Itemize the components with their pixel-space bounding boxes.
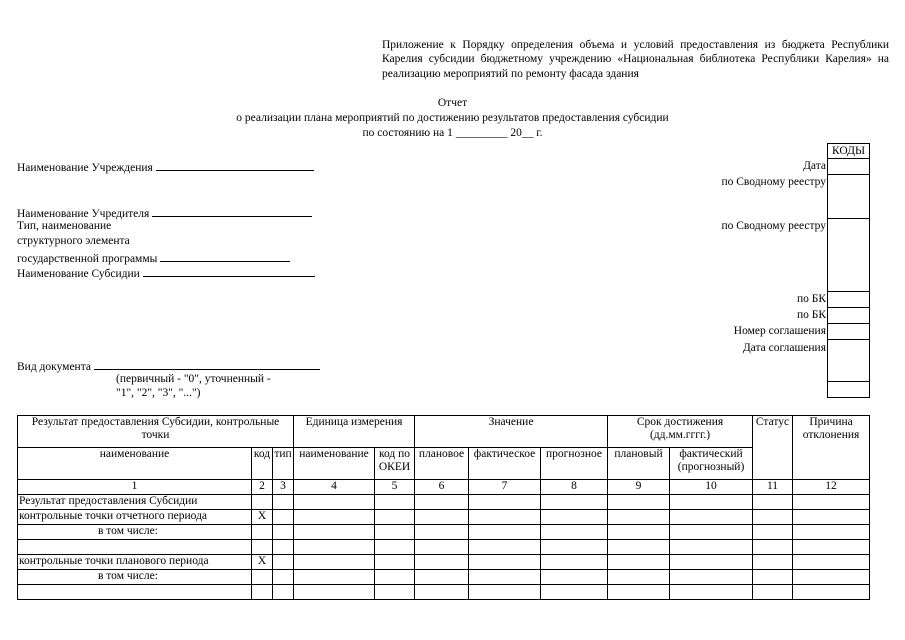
header-status: Статус [753,416,793,480]
agreement-date-cell[interactable] [828,339,869,381]
col-num: 3 [273,480,294,495]
row-label: в том числе: [18,525,252,540]
bk-label-1: по БК [796,293,826,305]
row-label: контрольные точки планового периода [18,555,252,570]
registry-label-2: по Сводному реестру [721,220,826,232]
doc-type-code-cell[interactable] [828,381,869,397]
col-num: 5 [375,480,415,495]
codes-column [827,143,870,398]
doc-type-hint-1: (первичный - "0", уточненный - [116,373,271,385]
program-type-label-2: структурного элемента [17,235,130,247]
doc-type-label: Вид документа [17,361,91,373]
subheader-fact: фактическое [469,448,541,480]
agreement-number-cell[interactable] [828,323,869,339]
subheader-type: тип [273,448,294,480]
report-subtitle: о реализации плана мероприятий по достижению результатов предоставления субсидии [236,112,669,124]
date-code-cell[interactable] [828,158,869,174]
program-type-label-3: государственной программы [17,253,158,265]
subheader-okei: код по ОКЕИ [375,448,415,480]
row-label: контрольные точки отчетного периода [18,510,252,525]
table-row [18,525,870,540]
col-num: 8 [541,480,608,495]
date-label: Дата [803,160,826,172]
appendix-note: Приложение к Порядку определения объема и условий предоставления из бюджета Республики Карелия субсидии бюджетному учреждению «Национальная библиотека Республики Карелия» на реализацию мероприятий по ремонту фасада здания [382,39,889,80]
table-row [18,555,870,570]
subheader-term-plan: плановый [608,448,670,480]
codes-header: КОДЫ [832,145,865,157]
subheader-term-fact: фактический (прогнозный) [670,448,753,480]
institution-label: Наименование Учреждения [17,162,153,174]
bk-code-cell-2[interactable] [828,307,869,323]
bk-code-cell-1[interactable] [828,291,869,307]
col-num: 12 [793,480,870,495]
row-label: в том числе: [18,570,252,585]
subsidy-field[interactable] [17,265,315,282]
table-row [18,495,870,510]
row-label: Результат предоставления Субсидии [18,495,252,510]
subheader-unit-name: наименование [294,448,375,480]
table-row [18,510,870,525]
doc-type-input-line[interactable] [94,358,320,370]
agreement-number-label: Номер соглашения [733,325,826,337]
registry-code-cell-1[interactable] [828,174,869,218]
table-row [18,540,870,555]
col-num: 1 [18,480,252,495]
program-type-label-1: Тип, наименование [17,220,112,232]
founder-label: Наименование Учредителя [17,208,150,220]
table-row [18,585,870,600]
report-title: Отчет [437,97,468,109]
col-num: 11 [753,480,793,495]
subsidy-input-line[interactable] [143,265,315,277]
doc-type-hint-2: "1", "2", "3", "...") [116,387,201,399]
registry-label-1: по Сводному реестру [721,176,826,188]
col-num: 6 [415,480,469,495]
founder-input-line[interactable] [152,205,312,217]
x-mark: X [252,510,273,525]
col-num: 4 [294,480,375,495]
col-num: 9 [608,480,670,495]
header-result: Результат предоставления Субсидии, контрольные точки [18,416,294,448]
column-numbers-row [18,480,870,495]
institution-field[interactable] [17,159,314,176]
subheader-name: наименование [18,448,252,480]
col-num: 7 [469,480,541,495]
header-value: Значение [415,416,608,448]
subheader-code: код [252,448,273,480]
subsidy-label: Наименование Субсидии [17,268,140,280]
subheader-forecast: прогнозное [541,448,608,480]
header-term: Срок достижения (дд.мм.гггг.) [608,416,753,448]
report-date-line: по состоянию на 1 _________ 20__ г. [362,127,543,139]
registry-code-cell-2[interactable] [828,218,869,291]
results-table [17,415,870,600]
bk-label-2: по БК [796,309,826,321]
col-num: 2 [252,480,273,495]
header-reason: Причина отклонения [793,416,870,480]
header-unit: Единица измерения [294,416,415,448]
agreement-date-label: Дата соглашения [742,342,826,354]
x-mark: X [252,555,273,570]
subheader-plan: плановое [415,448,469,480]
table-row [18,570,870,585]
program-input-line[interactable] [160,250,290,262]
col-num: 10 [670,480,753,495]
institution-input-line[interactable] [156,159,314,171]
